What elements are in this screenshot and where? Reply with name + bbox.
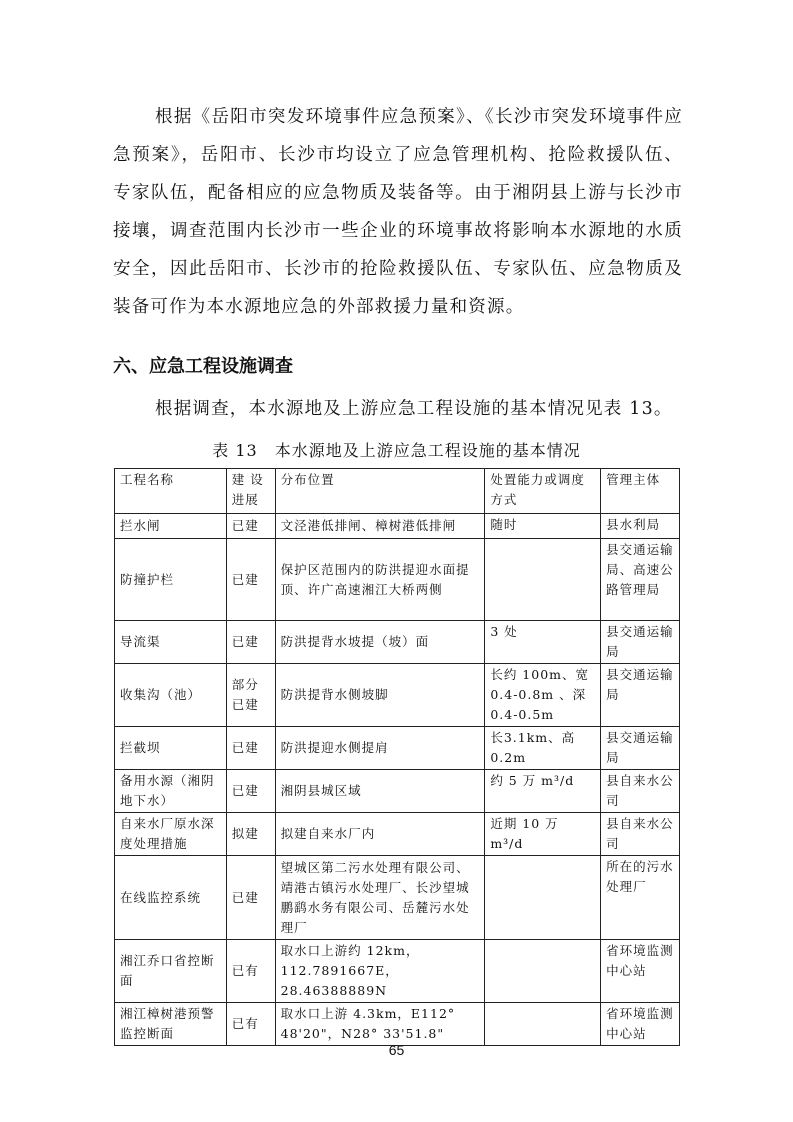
- facilities-table: [114, 468, 680, 1046]
- table-row: [115, 664, 680, 727]
- table-cell: 约 5 万 m³/d: [485, 770, 601, 813]
- table-cell: [485, 856, 601, 940]
- table-cell: 湘江樟树港预警监控断面: [115, 1003, 227, 1046]
- table-cell: 管理主体: [601, 469, 680, 514]
- table-cell: 省环境监测中心站: [601, 940, 680, 1003]
- table-cell: 县交通运输局: [601, 621, 680, 664]
- table-cell: 随时: [485, 514, 601, 539]
- table-row: [115, 621, 680, 664]
- table-row: [115, 727, 680, 770]
- table-cell: 防撞护栏: [115, 539, 227, 621]
- table-cell: 湘江乔口省控断面: [115, 940, 227, 1003]
- table-cell: 收集沟（池）: [115, 664, 227, 727]
- table-cell: 长约 100m、宽 0.4-0.8m 、深 0.4-0.5m: [485, 664, 601, 727]
- table-cell: 湘阴县城区域: [275, 770, 485, 813]
- table-cell: 已建: [226, 621, 275, 664]
- body-paragraph: 根据《岳阳市突发环境事件应急预案》、《长沙市突发环境事件应急预案》，岳阳市、长沙市均设立了应急管理机构、抢险救援队伍、专家队伍，配备相应的应急物质及装备等。由于湘阴县上游与长沙市接壤，调查范围内长沙市一些企业的环境事故将影响本水源地的水质安全，因此岳阳市、长沙市的抢险救援队伍、专家队伍、应急物质及装备可作为本水源地应急的外部救援力量和资源。: [113, 107, 683, 317]
- table-row: [115, 770, 680, 813]
- table-cell: [485, 1003, 601, 1046]
- table-cell: 拟建: [226, 813, 275, 856]
- table-cell: 县自来水公司: [601, 813, 680, 856]
- table-cell: 望城区第二污水处理有限公司、靖港古镇污水处理厂、长沙望城鹏鹞水务有限公司、岳麓污水处理厂: [275, 856, 485, 940]
- table-cell: 取水口上游约 12km，112.7891667E，28.46388889N: [275, 940, 485, 1003]
- table-cell: 工程名称: [115, 469, 227, 514]
- table-cell: 处置能力或调度方式: [485, 469, 601, 514]
- table-cell: 已建: [226, 727, 275, 770]
- table-cell: 县交通运输局: [601, 727, 680, 770]
- table-cell: 拟建自来水厂内: [275, 813, 485, 856]
- table-cell: 长3.1km、高0.2m: [485, 727, 601, 770]
- table-caption: 表 13 本水源地及上游应急工程设施的基本情况: [212, 441, 581, 460]
- table-cell: 已建: [226, 770, 275, 813]
- table-cell: 备用水源（湘阴地下水）: [115, 770, 227, 813]
- table-cell: [485, 539, 601, 621]
- table-cell: 县水利局: [601, 514, 680, 539]
- table-row: [115, 539, 680, 621]
- table-cell: 分布位置: [275, 469, 485, 514]
- table-cell: 已有: [226, 940, 275, 1003]
- table-cell: 所在的污水处理厂: [601, 856, 680, 940]
- table-row: [115, 813, 680, 856]
- table-cell: 在线监控系统: [115, 856, 227, 940]
- section-heading: 六、应急工程设施调查: [113, 356, 293, 377]
- table-cell: 部分已建: [226, 664, 275, 727]
- page-number: 65: [388, 1042, 405, 1058]
- table-cell: 防洪提背水坡提（坡）面: [275, 621, 485, 664]
- table-row: [115, 1003, 680, 1046]
- table-cell: 导流渠: [115, 621, 227, 664]
- table-cell: 防洪提迎水侧提肩: [275, 727, 485, 770]
- table-cell: 县交通运输局、高速公路管理局: [601, 539, 680, 621]
- table-cell: 保护区范围内的防洪提迎水面提顶、许广高速湘江大桥两侧: [275, 539, 485, 621]
- table-cell: 拦水闸: [115, 514, 227, 539]
- table-row: [115, 856, 680, 940]
- table-cell: 取水口上游 4.3km，E112° 48'20"，N28° 33'51.8": [275, 1003, 485, 1046]
- table-row: [115, 469, 680, 514]
- table-cell: 县交通运输局: [601, 664, 680, 727]
- table-row: [115, 940, 680, 1003]
- body-paragraph: 根据调查，本水源地及上游应急工程设施的基本情况见表 13。: [155, 399, 673, 419]
- table-cell: 文泾港低排闸、樟树港低排闸: [275, 514, 485, 539]
- table-cell: 近期 10 万 m³/d: [485, 813, 601, 856]
- table-cell: 已建: [226, 539, 275, 621]
- table-row: [115, 514, 680, 539]
- table-cell: 县自来水公司: [601, 770, 680, 813]
- table-cell: 防洪提背水侧坡脚: [275, 664, 485, 727]
- table-cell: 建 设 进展: [226, 469, 275, 514]
- table-cell: 省环境监测中心站: [601, 1003, 680, 1046]
- table-cell: 拦截坝: [115, 727, 227, 770]
- table-cell: 已有: [226, 1003, 275, 1046]
- table-cell: 3 处: [485, 621, 601, 664]
- table-cell: 自来水厂原水深度处理措施: [115, 813, 227, 856]
- table-cell: [485, 940, 601, 1003]
- table-cell: 已建: [226, 856, 275, 940]
- table-cell: 已建: [226, 514, 275, 539]
